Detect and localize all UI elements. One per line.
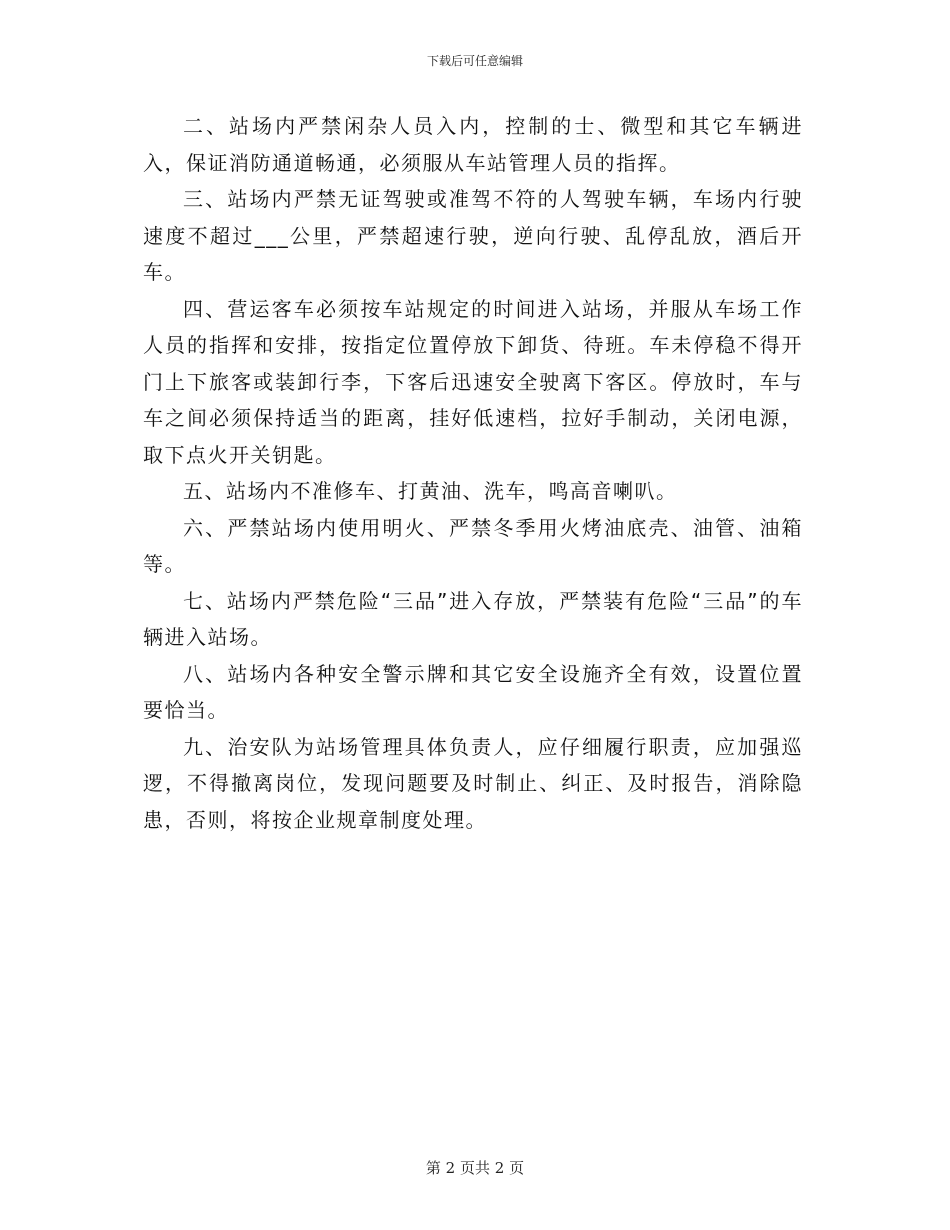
page-header: 下载后可任意编辑 [426,54,523,68]
paragraph-2: 二、站场内严禁闲杂人员入内，控制的士、微型和其它车辆进入，保证消防通道畅通，必须服从车站管理人员的指挥。 [143,114,803,175]
paragraph-9: 九、治安队为站场管理具体负责人，应仔细履行职责，应加强巡逻，不得撤离岗位，发现问题要及时制止、纠正、及时报告，消除隐患，否则，将按企业规章制度处理。 [143,734,803,832]
page-number-footer: 第 2 页共 2 页 [425,1159,525,1177]
paragraph-3: 三、站场内严禁无证驾驶或准驾不符的人驾驶车辆，车场内行驶速度不超过___公里，严禁超速行驶，逆向行驶、乱停乱放，酒后开车。 [143,187,803,284]
paragraph-6: 六、严禁站场内使用明火、严禁冬季用火烤油底壳、油管、油箱等。 [143,515,803,576]
document-body [143,108,803,838]
paragraph-4: 四、营运客车必须按车站规定的时间进入站场，并服从车场工作人员的指挥和安排，按指定位置停放下卸货、待班。车未停稳不得开门上下旅客或装卸行李，下客后迅速安全驶离下客区。停放时，车与车之间必须保持适当的距离，挂好低速档，拉好手制动，关闭电源，取下点火开关钥匙。 [143,296,803,467]
paragraph-8: 八、站场内各种安全警示牌和其它安全设施齐全有效，设置位置要恰当。 [143,661,803,722]
paragraph-5: 五、站场内不准修车、打黄油、洗车，鸣高音喇叭。 [183,479,678,503]
paragraph-7: 七、站场内严禁危险“三品”进入存放，严禁装有危险“三品”的车辆进入站场。 [143,588,803,649]
